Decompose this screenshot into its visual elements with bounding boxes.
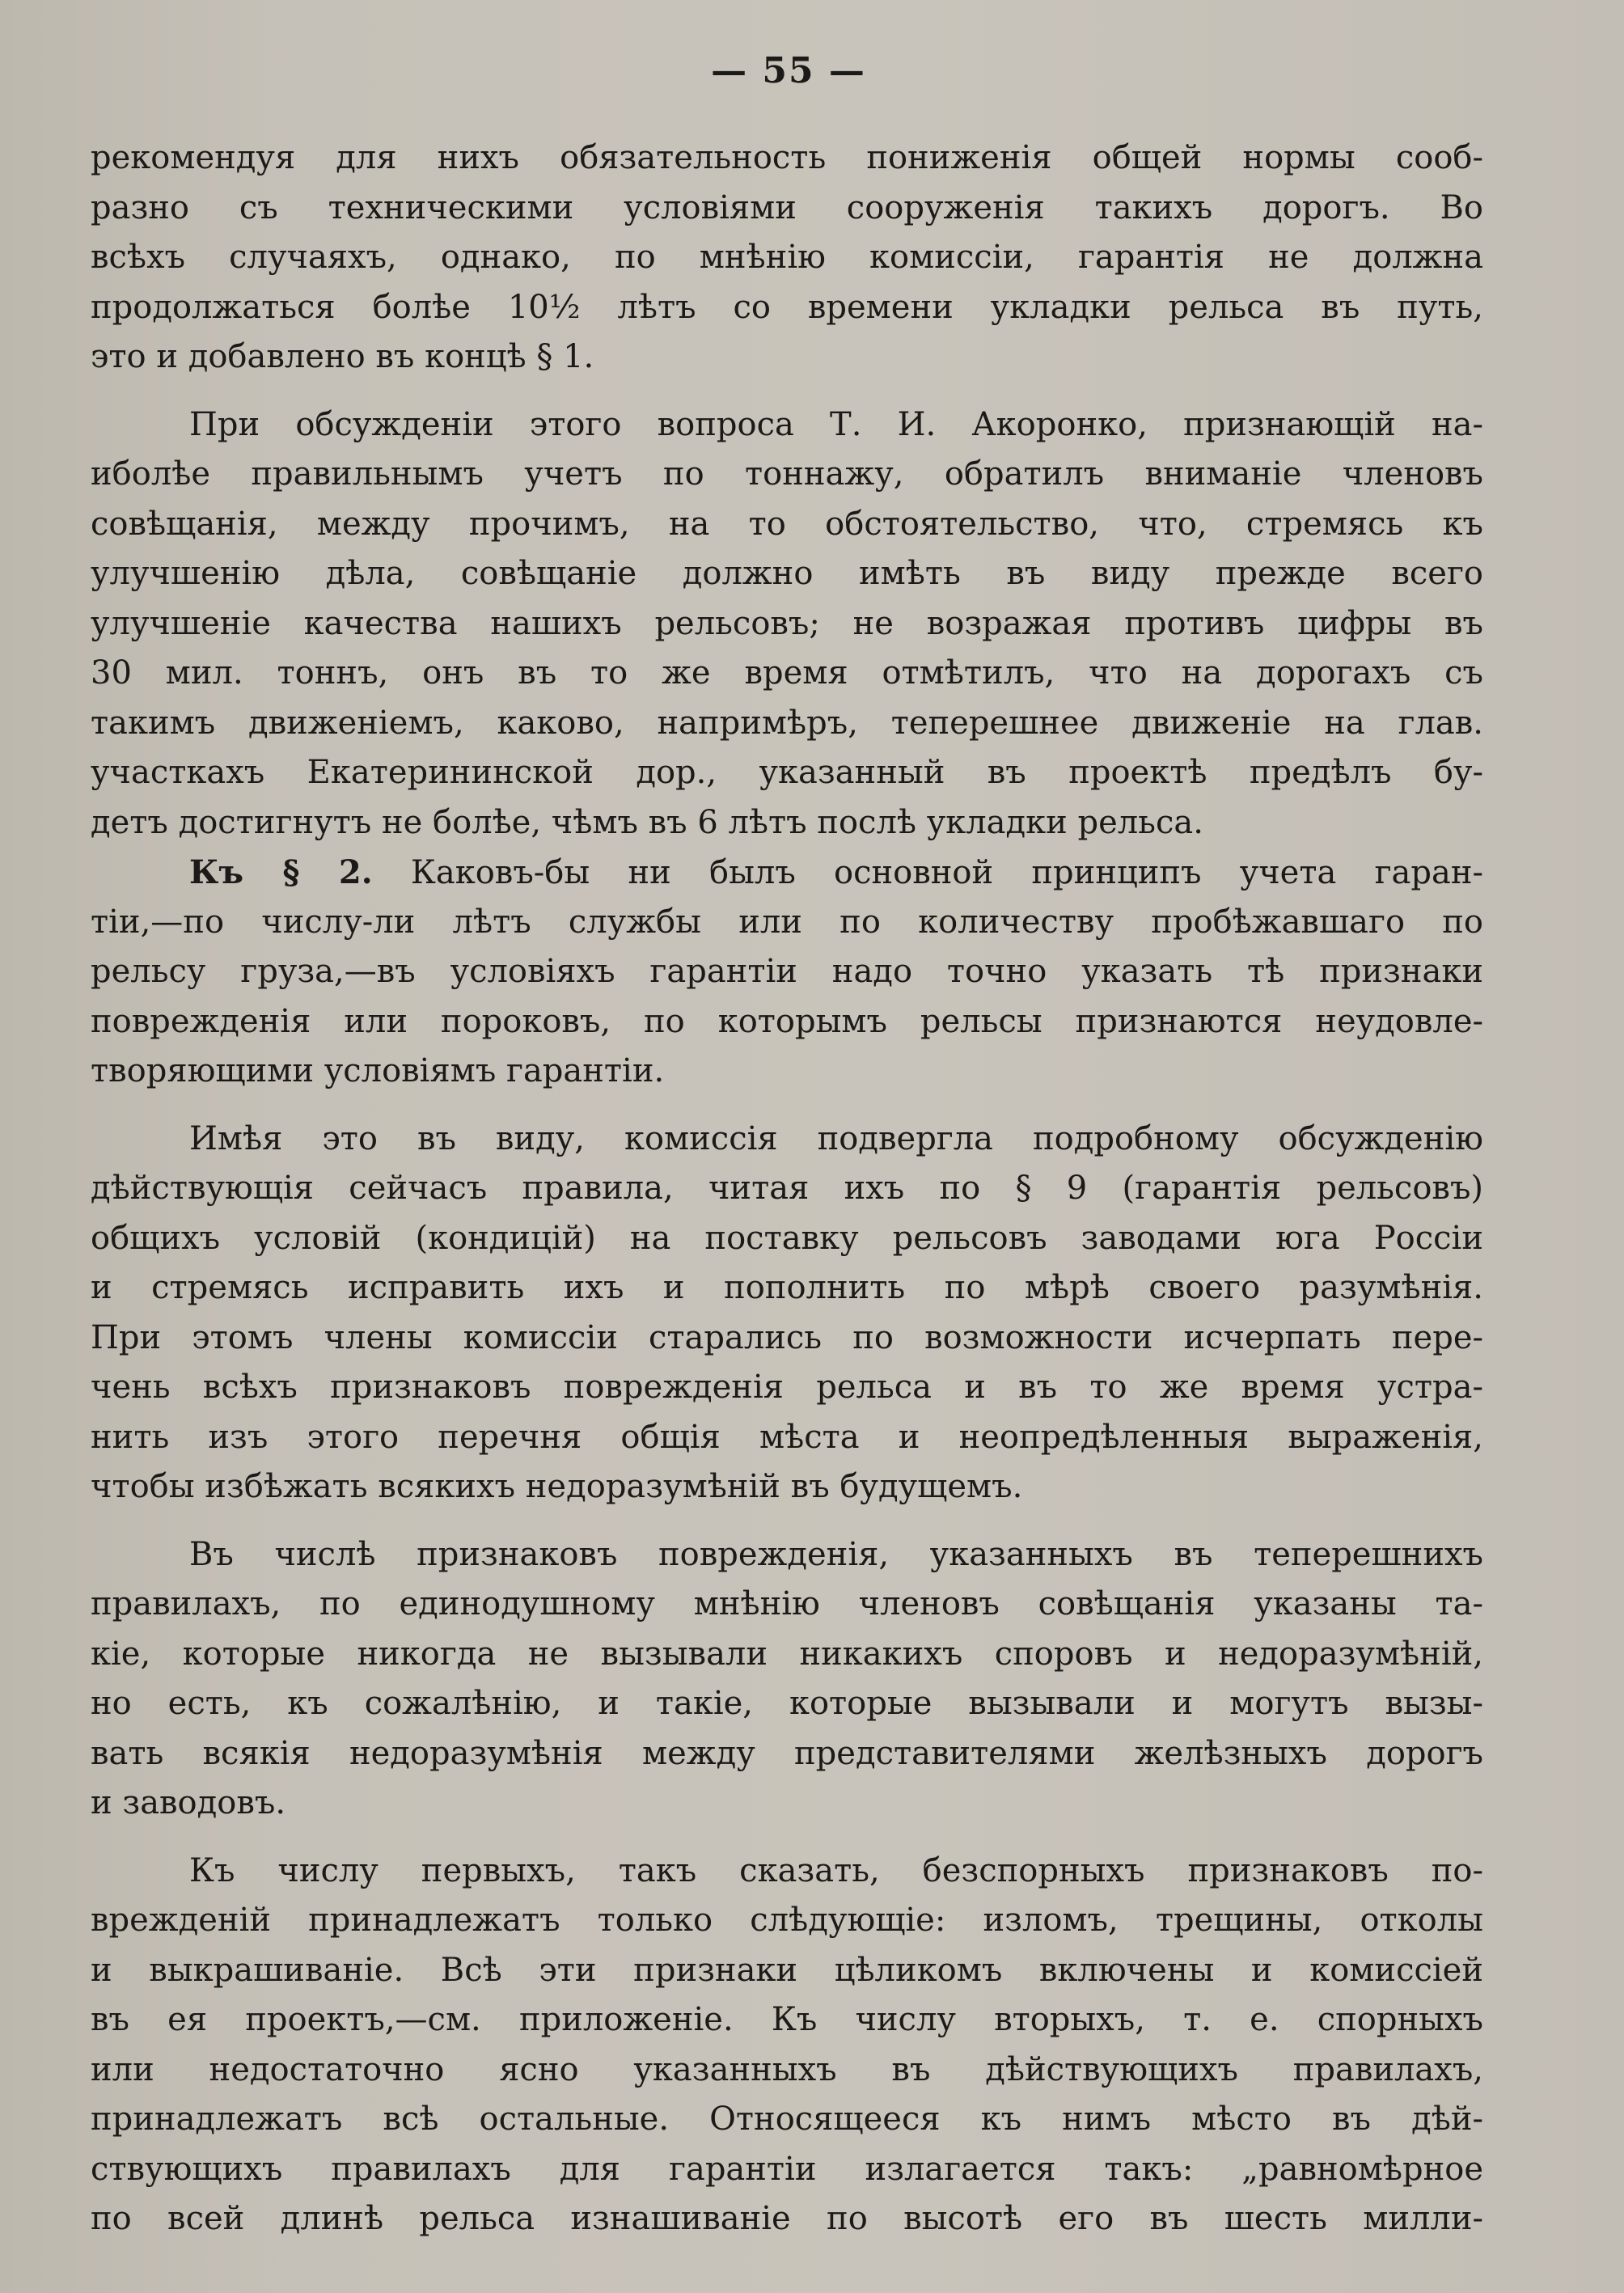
text-line: Имѣя это въ виду, комиссія подвергла подробному обсужденію [189, 1119, 1483, 1157]
text-line: рекомендуя для нихъ обязательность пониженія общей нормы сооб- [91, 139, 1483, 176]
text-line: или недостаточно ясно указанныхъ въ дѣйствующихъ правилахъ, [91, 2050, 1483, 2088]
text-line: совѣщанія, между прочимъ, на то обстоятельство, что, стремясь къ [91, 505, 1483, 543]
paragraph-section-2 [91, 848, 1483, 1097]
text-line: всѣхъ случаяхъ, однако, по мнѣнію комиссіи, гарантія не должна [91, 239, 1483, 276]
text-line: по всей длинѣ рельса изнашиваніе по высотѣ его въ шесть милли- [91, 2200, 1483, 2237]
text-line: продолжаться болѣе 10½ лѣтъ со времени укладки рельса въ путь, [91, 288, 1483, 326]
section-mark: Къ § 2. [189, 853, 373, 891]
text-line: и выкрашиваніе. Всѣ эти признаки цѣликомъ включены и комиссіей [91, 1951, 1483, 1989]
text-line: ствующихъ правилахъ для гарантіи излагается такъ: „равномѣрное [91, 2150, 1483, 2188]
text-line: 30 мил. тоннъ, онъ въ то же время отмѣтилъ, что на дорогахъ съ [91, 654, 1483, 692]
text-line: принадлежатъ всѣ остальные. Относящееся къ нимъ мѣсто въ дѣй- [91, 2101, 1483, 2138]
text-line: участкахъ Екатерининской дор., указанный въ проектѣ предѣлъ бу- [91, 754, 1483, 791]
text-line: вать всякія недоразумѣнія между представителями желѣзныхъ дорогъ [91, 1734, 1483, 1772]
paragraph [91, 1847, 1483, 2244]
text-line: Къ числу первыхъ, такъ сказать, безспорныхъ признаковъ по- [189, 1851, 1483, 1889]
text-line: кіе, которые никогда не вызывали никакихъ споровъ и недоразумѣній, [91, 1635, 1483, 1673]
text-line: общихъ условій (кондицій) на поставку рельсовъ заводами юга Россіи [91, 1219, 1483, 1257]
text-line: При этомъ члены комиссіи старались по возможности исчерпать пере- [91, 1318, 1483, 1356]
text-line: чтобы избѣжать всякихъ недоразумѣній въ будущемъ. [91, 1468, 1023, 1505]
text-line: это и добавлено въ концѣ § 1. [91, 338, 594, 375]
text-line: творяющими условіямъ гарантіи. [91, 1052, 665, 1089]
text-line: такимъ движеніемъ, каково, напримѣръ, теперешнее движеніе на глав. [91, 704, 1483, 742]
text-line: рельсу груза,—въ условіяхъ гарантіи надо точно указать тѣ признаки [91, 953, 1483, 990]
text-line: При обсужденіи этого вопроса Т. И. Акоронко, признающій на- [189, 405, 1483, 443]
text-line: и заводовъ. [91, 1784, 286, 1821]
paragraph [91, 133, 1483, 383]
text-line: врежденій принадлежатъ только слѣдующіе: изломъ, трещины, отколы [91, 1902, 1483, 1939]
body-text [91, 133, 1483, 2244]
text-line: иболѣе правильнымъ учетъ по тоннажу, обратилъ вниманіе членовъ [91, 455, 1483, 493]
text-line: въ ея проектъ,—см. приложеніе. Къ числу вторыхъ, т. е. спорныхъ [91, 2001, 1483, 2038]
text-line-rest: Каковъ-бы ни былъ основной принципъ учета гаран- [410, 854, 1483, 891]
text-line: чень всѣхъ признаковъ поврежденія рельса и въ то же время устра- [91, 1369, 1483, 1406]
text-line: но есть, къ сожалѣнію, и такіе, которые вызывали и могутъ вызы- [91, 1685, 1483, 1722]
page-number: — 55 — [711, 50, 866, 91]
paragraph [91, 1115, 1483, 1512]
text-line: улучшенію дѣла, совѣщаніе должно имѣть въ виду прежде всего [91, 555, 1483, 592]
text-line: тіи,—по числу-ли лѣтъ службы или по количеству пробѣжавшаго по [91, 903, 1483, 941]
text-line: дѣйствующія сейчасъ правила, читая ихъ по § 9 (гарантія рельсовъ) [91, 1170, 1483, 1207]
text-line: и стремясь исправить ихъ и пополнить по мѣрѣ своего разумѣнія. [91, 1269, 1483, 1306]
text-line: поврежденія или пороковъ, по которымъ рельсы признаются неудовле- [91, 1002, 1483, 1040]
text-line: разно съ техническими условіями сооруженія такихъ дорогъ. Во [91, 188, 1483, 226]
text-line: детъ достигнутъ не болѣе, чѣмъ въ 6 лѣтъ послѣ укладки рельса. [91, 803, 1203, 841]
text-line: улучшеніе качества нашихъ рельсовъ; не возражая противъ цифры въ [91, 604, 1483, 642]
text-line: нить изъ этого перечня общія мѣста и неопредѣленныя выраженія, [91, 1418, 1483, 1456]
paragraph [91, 400, 1483, 848]
text-line: правилахъ, по единодушному мнѣнію членовъ совѣщанія указаны та- [91, 1585, 1483, 1622]
paragraph [91, 1530, 1483, 1829]
text-line [91, 848, 1483, 898]
text-line: Въ числѣ признаковъ поврежденія, указанныхъ въ теперешнихъ [189, 1535, 1483, 1573]
